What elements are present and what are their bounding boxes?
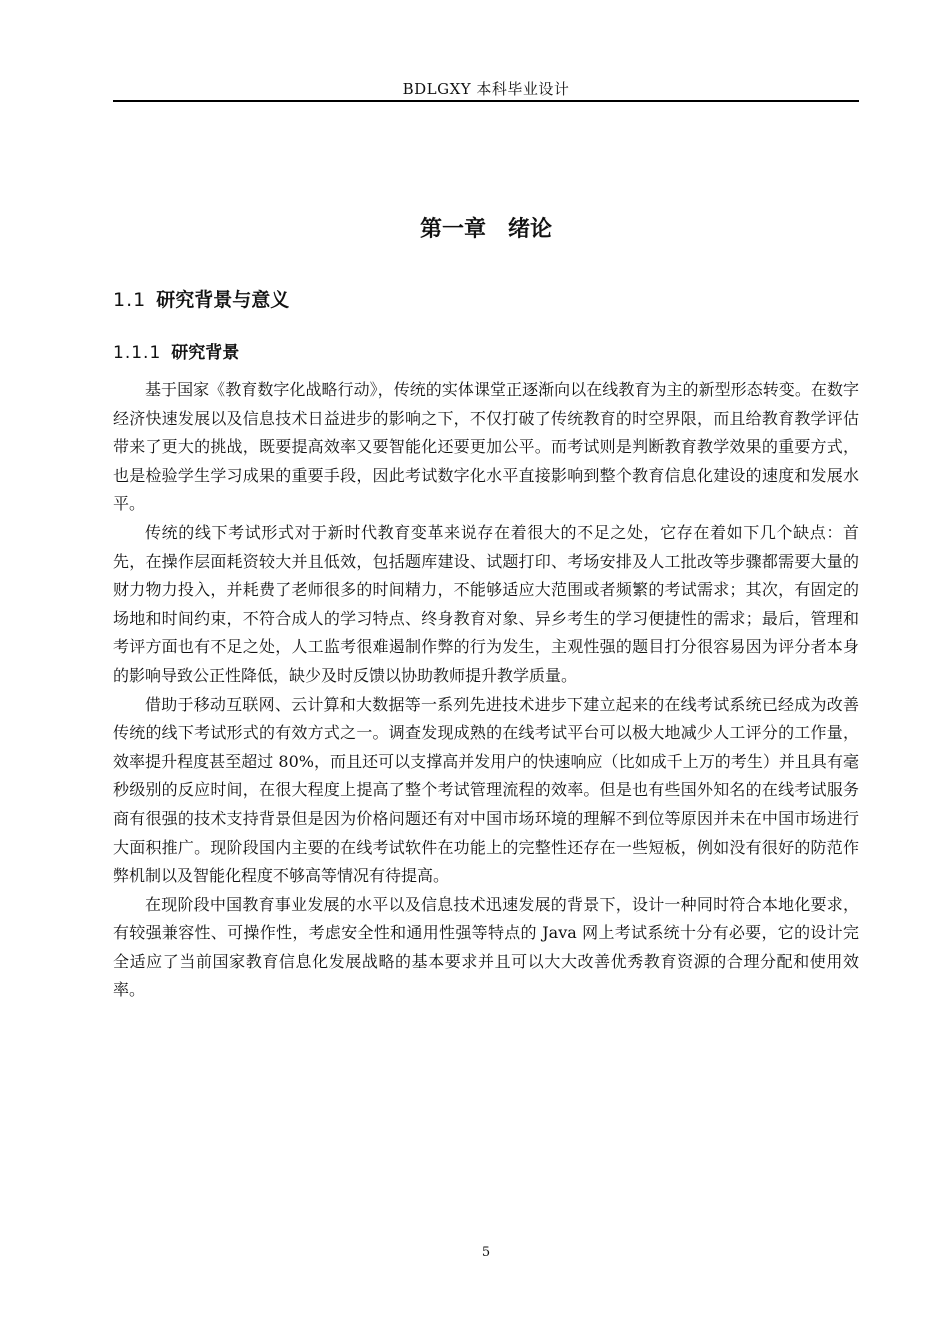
subsection-heading: [113, 338, 239, 363]
paragraph: 传统的线下考试形式对于新时代教育变革来说存在着很大的不足之处，它存在着如下几个缺点：首先，在操作层面耗资较大并且低效，包括题库建设、试题打印、考场安排及人工批改等步骤都需要大量的财力物力投入，并耗费了老师很多的时间精力，不能够适应大范围或者频繁的考试需求；其次，有固定的场地和时间约束，不符合成人的学习特点、终身教育对象、异乡考生的学习便捷性的需求；最后，管理和考评方面也有不足之处，人工监考很难遏制作弊的行为发生，主观性强的题目打分很容易因为评分者本身的影响导致公正性降低，缺少及时反馈以协助教师提升教学质量。: [113, 522, 859, 685]
chapter-heading: [113, 212, 859, 243]
subsection-title: 研究背景: [171, 343, 240, 363]
header-rule: [113, 100, 859, 102]
page-number: 5: [481, 1245, 491, 1260]
paragraph: 在现阶段中国教育事业发展的水平以及信息技术迅速发展的背景下，设计一种同时符合本地化要求，有较强兼容性、可操作性，考虑安全性和通用性强等特点的 Java 网上考试系统十分有必要，它的设计完全适应了当前国家教育信息化发展战略的基本要求并且可以大大改善优秀教育资源的合理分配和使用效率。: [113, 894, 859, 1000]
subsection-number: 1.1.1: [113, 343, 162, 363]
section-number: 1.1: [113, 289, 147, 311]
section-title: 研究背景与意义: [156, 289, 290, 311]
paragraph: 借助于移动互联网、云计算和大数据等一系列先进技术进步下建立起来的在线考试系统已经成为改善传统的线下考试形式的有效方式之一。调查发现成熟的在线考试平台可以极大地减少人工评分的工作量，效率提升程度甚至超过 80%，而且还可以支撑高并发用户的快速响应（比如成千上万的考生）并且具有毫秒级别的反应时间，在很大程度上提高了整个考试管理流程的效率。但是也有些国外知名的在线考试服务商有很强的技术支持背景但是因为价格问题还有对中国市场环境的理解不到位等原因并未在中国市场进行大面积推广。现阶段国内主要的在线考试软件在功能上的完整性还存在一些短板，例如没有很好的防范作弊机制以及智能化程度不够高等情况有待提高。: [113, 694, 859, 886]
chapter-number: 第一章: [419, 217, 486, 242]
body-text: [113, 376, 859, 1005]
paragraph: 基于国家《教育数字化战略行动》，传统的实体课堂正逐渐向以在线教育为主的新型形态转变。在数字经济快速发展以及信息技术日益进步的影响之下，不仅打破了传统教育的时空界限，而且给教育教学评估带来了更大的挑战，既要提高效率又要智能化还要更加公平。而考试则是判断教育教学效果的重要方式，也是检验学生学习成果的重要手段，因此考试数字化水平直接影响到整个教育信息化建设的速度和发展水平。: [113, 380, 859, 514]
section-heading: [113, 285, 289, 312]
chapter-title: 绪论: [508, 217, 553, 242]
page-header: BDLGXY 本科毕业设计: [402, 80, 570, 98]
